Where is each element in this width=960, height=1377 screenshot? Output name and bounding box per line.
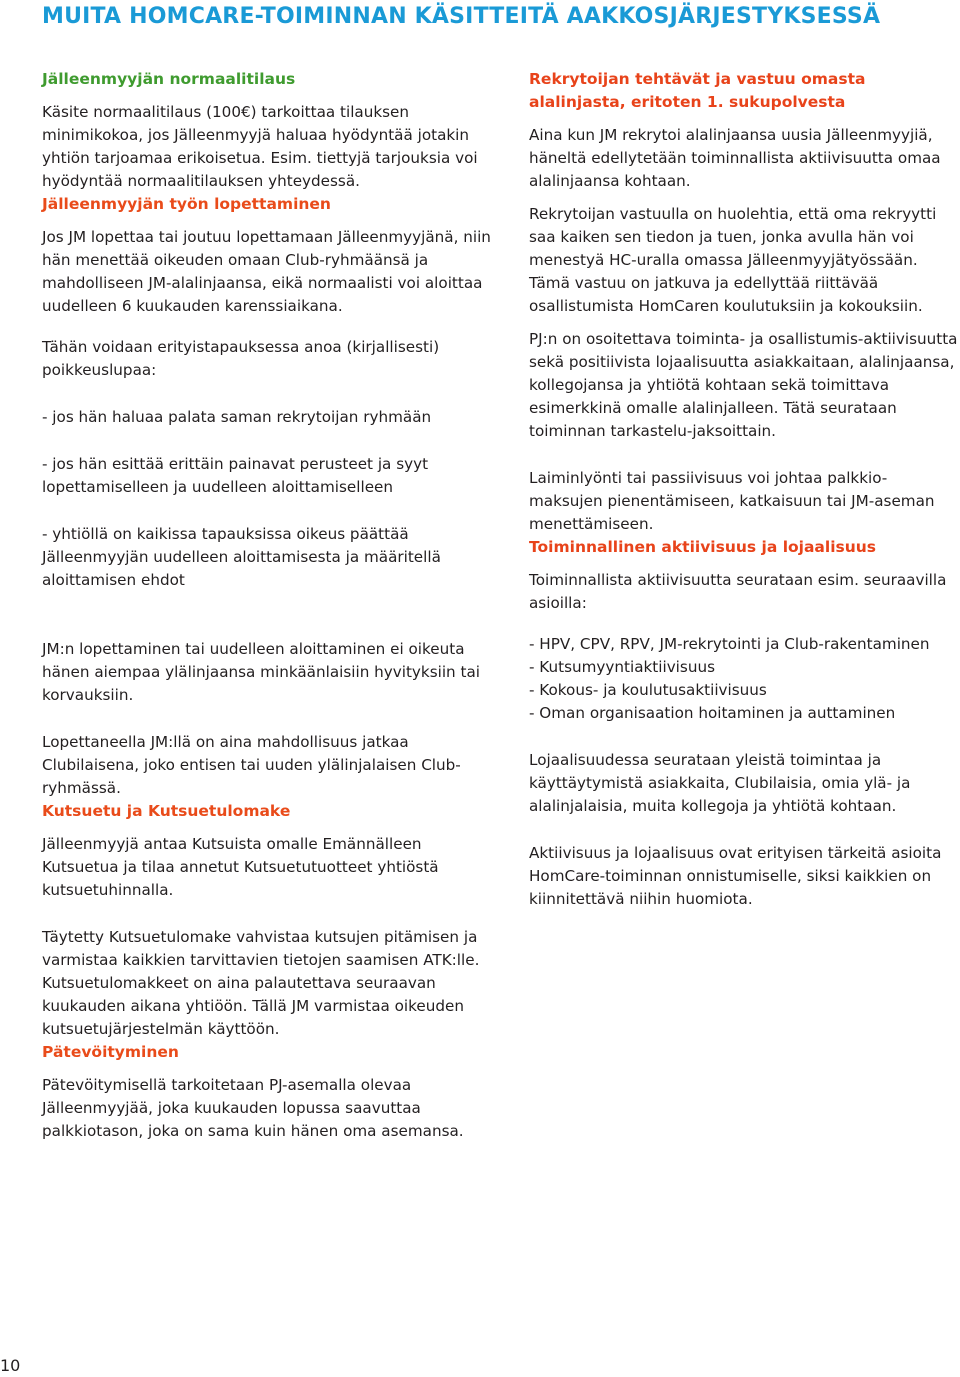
activity-list [529,633,959,725]
paragraph: Tähän voidaan erityistapauksessa anoa (kirjallisesti) poikkeuslupaa: [42,338,440,379]
paragraph: Jälleenmyyjä antaa Kutsuista omalle Emännälleen Kutsuetua ja tilaa annetut Kutsuetutuotteet yhtiöstä kutsuetuhinnalla. [42,835,439,899]
paragraph: Pätevöitymisellä tarkoitetaan PJ-asemalla olevaa Jälleenmyyjää, joka kuukauden lopussa saavuttaa palkkiotason, joka on sama kuin hänen oma asemansa. [42,1076,464,1140]
paragraph: Toiminnallista aktiivisuutta seurataan esim. seuraavilla asioilla: [529,571,947,612]
paragraph: Rekrytoijan vastuulla on huolehtia, että oma rekryytti saa kaiken sen tiedon ja tuen, jonka avulla hän voi menestyä HC-uralla omassa Jälleenmyyjätyössään. Tämä vastuu on jatkuva ja edellyttää riittävää osallistumista HomCaren koulutuksiin ja kokouksiin. [529,205,937,315]
list-item: - Kokous- ja koulutusaktiivisuus [529,681,767,699]
heading-rekrytoijan-tehtavat: Rekrytoijan tehtävät ja vastuu omasta alalinjasta, eritoten 1. sukupolvesta [529,70,866,111]
paragraph: Lojaalisuudessa seurataan yleistä toimintaa ja käyttäytymistä asiakkaita, Clubilaisia, omia ylä- ja alalinjalaisia, muita kollegoja ja yhtiötä kohtaan. [529,751,911,815]
paragraph: Lopettaneella JM:llä on aina mahdollisuus jatkaa Clubilaisena, joko entisen tai uuden ylälinjalaisen Club-ryhmässä. [42,733,461,797]
left-column [42,68,502,1143]
list-item: - Kutsumyyntiaktiivisuus [529,658,715,676]
page-number: 10 [0,1356,21,1375]
paragraph: - jos hän esittää erittäin painavat perusteet ja syyt lopettamiselleen ja uudelleen aloittamiselleen [42,455,429,496]
heading-tyon-lopettaminen: Jälleenmyyjän työn lopettaminen [42,195,331,213]
heading-patevoityminen: Pätevöityminen [42,1043,179,1061]
list-item: - Oman organisaation hoitaminen ja auttaminen [529,704,896,722]
paragraph: - yhtiöllä on kaikissa tapauksissa oikeus päättää Jälleenmyyjän uudelleen aloittamisesta ja määritellä aloittamisen ehdot [42,525,441,589]
paragraph: JM:n lopettaminen tai uudelleen aloittaminen ei oikeuta hänen aiempaa ylälinjaansa minkäänlaisiin hyvityksiin tai korvauksiin. [42,640,480,704]
paragraph: Jos JM lopettaa tai joutuu lopettamaan Jälleenmyyjänä, niin hän menettää oikeuden omaan Club-ryhmäänsä ja mahdolliseen JM-alalinjaansa, eikä normaalisti voi aloittaa uudelleen 6 kuukauden karenssiaikana. [42,228,491,315]
list-item: - HPV, CPV, RPV, JM-rekrytointi ja Club-rakentaminen [529,635,930,653]
paragraph: - jos hän haluaa palata saman rekrytoijan ryhmään [42,408,432,426]
right-column [529,68,959,911]
page-title: MUITA HOMCARE-TOIMINNAN KÄSITTEITÄ AAKKOSJÄRJESTYKSESSÄ [42,4,881,29]
paragraph: Aktiivisuus ja lojaalisuus ovat erityisen tärkeitä asioita HomCare-toiminnan onnistumiselle, siksi kaikkien on kiinnitettävä niihin huomiota. [529,844,942,908]
paragraph: Aina kun JM rekrytoi alalinjaansa uusia Jälleenmyyjiä, häneltä edellytetään toiminnallista aktiivisuutta omaa alalinjaansa kohtaan. [529,126,941,190]
heading-normaalitilaus: Jälleenmyyjän normaalitilaus [42,70,296,88]
paragraph: PJ:n on osoitettava toiminta- ja osallistumis-aktiivisuutta sekä positiivista lojaalisuutta asiakkaitaan, alalinjaansa, kollegojansa ja yhtiötä kohtaan sekä toimittava esimerkkinä omalle alalinjalleen. Tätä seurataan toiminnan tarkastelu-jaksoittain. [529,330,958,440]
paragraph: Täytetty Kutsuetulomake vahvistaa kutsujen pitämisen ja varmistaa kaikkien tarvittavien tietojen saamisen ATK:lle. Kutsuetulomakkeet on aina palautettava seuraavan kuukauden aikana yhtiöön. Tällä JM varmistaa oikeuden kutsuetujärjestelmän käyttöön. [42,928,480,1038]
paragraph: Käsite normaalitilaus (100€) tarkoittaa tilauksen minimikokoa, jos Jälleenmyyjä haluaa hyödyntää jotakin yhtiön tarjoamaa erikoisetua. Esim. tiettyjä tarjouksia voi hyödyntää normaalitilauksen yhteydessä. [42,103,478,190]
heading-toiminnallinen-aktiivisuus: Toiminnallinen aktiivisuus ja lojaalisuus [529,538,877,556]
paragraph: Laiminlyönti tai passiivisuus voi johtaa palkkio-maksujen pienentämiseen, katkaisuun tai JM-aseman menettämiseen. [529,469,935,533]
heading-kutsuetu: Kutsuetu ja Kutsuetulomake [42,802,291,820]
